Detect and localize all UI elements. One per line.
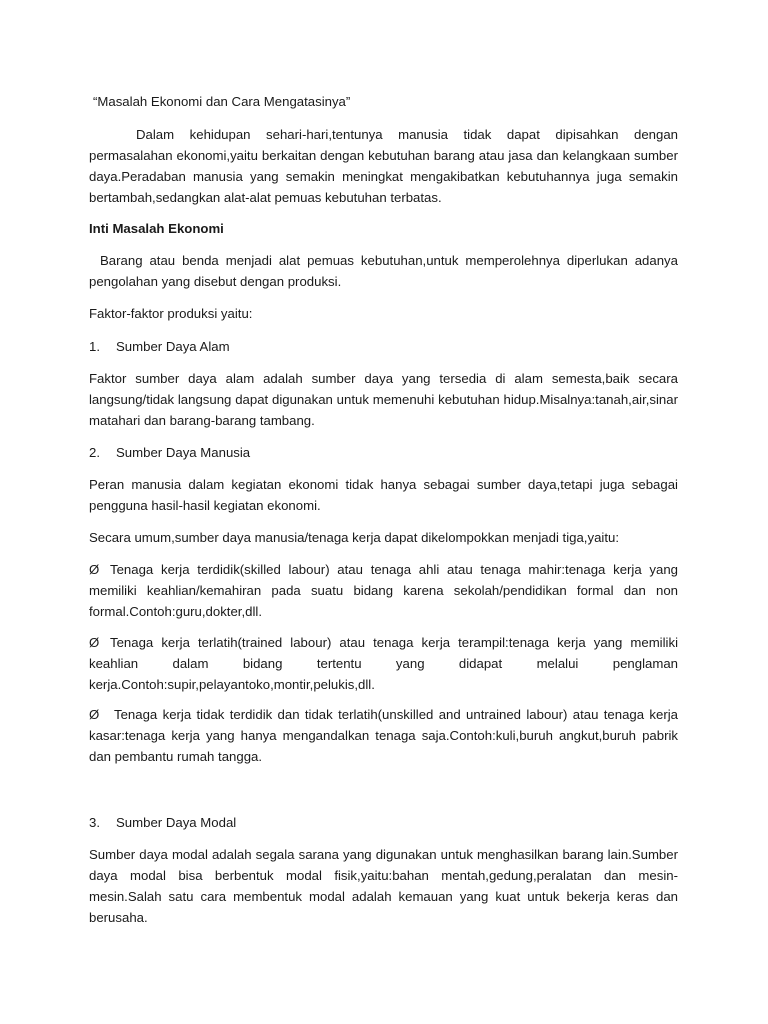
item3-title: Sumber Daya Modal [116,815,237,830]
bullet-item [89,704,678,767]
item1-paragraph: Faktor sumber daya alam adalah sumber daya yang tersedia di alam semesta,baik secara langsung/tidak langsung dapat digunakan untuk memenuhi kebutuhan hidup.Misalnya:tanah,air,sinar matahari dan barang-barang tambang. [89,371,678,428]
item3-heading [89,812,678,833]
bullet-text: Tenaga kerja tidak terdidik dan tidak terlatih(unskilled and untrained labour) atau tenaga kerja kasar:tenaga kerja yang hanya mengandalkan tenaga saja.Contoh:kuli,buruh angkut,buruh pabrik dan pembantu rumah tangga. [89,707,678,764]
item3-paragraph: Sumber daya modal adalah segala sarana yang digunakan untuk menghasilkan barang lain.Sumber daya modal bisa berbentuk modal fisik,yaitu:bahan mentah,gedung,peralatan dan mesin-mesin.Salah satu cara membentuk modal adalah kemauan yang kuat untuk bekerja keras dan berusaha. [89,847,678,925]
bullet-arrow-icon: Ø [89,707,100,722]
item1-title: Sumber Daya Alam [116,339,230,354]
item2-heading [89,442,678,463]
section-heading: Inti Masalah Ekonomi [89,221,224,236]
factors-intro: Faktor-faktor produksi yaitu: [89,306,253,321]
item3-number: 3. [89,815,100,830]
bullet-item [89,559,678,622]
item2-classification: Secara umum,sumber daya manusia/tenaga kerja dapat dikelompokkan menjadi tiga,yaitu: [89,530,619,545]
bullet-text: Tenaga kerja terlatih(trained labour) atau tenaga kerja terampil:tenaga kerja yang memiliki keahlian dalam bidang tertentu yang didapat melalui penglaman kerja.Contoh:supir,pelayantoko,montir,pelukis,dll. [89,635,678,692]
item2-number: 2. [89,445,100,460]
item2-paragraph: Peran manusia dalam kegiatan ekonomi tidak hanya sebagai sumber daya,tetapi juga sebagai pengguna hasil-hasil kegiatan ekonomi. [89,477,678,513]
item1-number: 1. [89,339,100,354]
section-paragraph: Barang atau benda menjadi alat pemuas kebutuhan,untuk memperolehnya diperlukan adanya pengolahan yang disebut dengan produksi. [89,253,678,289]
bullet-arrow-icon: Ø [89,562,100,577]
item1-heading [89,336,678,357]
item2-title: Sumber Daya Manusia [116,445,251,460]
bullet-item [89,632,678,695]
intro-paragraph: Dalam kehidupan sehari-hari,tentunya manusia tidak dapat dipisahkan dengan permasalahan ekonomi,yaitu berkaitan dengan kebutuhan barang atau jasa dan kelangkaan sumber daya.Peradaban manusia yang semakin meningkat mengakibatkan kebutuhannya juga semakin bertambah,sedangkan alat-alat pemuas kebutuhan terbatas. [89,127,678,205]
bullet-text: Tenaga kerja terdidik(skilled labour) atau tenaga ahli atau tenaga mahir:tenaga kerja yang memiliki keahlian/kemahiran pada suatu bidang karena sekolah/pendidikan formal dan non formal.Contoh:guru,dokter,dll. [89,562,678,619]
bullet-arrow-icon: Ø [89,635,100,650]
document-title: “Masalah Ekonomi dan Cara Mengatasinya” [93,94,351,109]
